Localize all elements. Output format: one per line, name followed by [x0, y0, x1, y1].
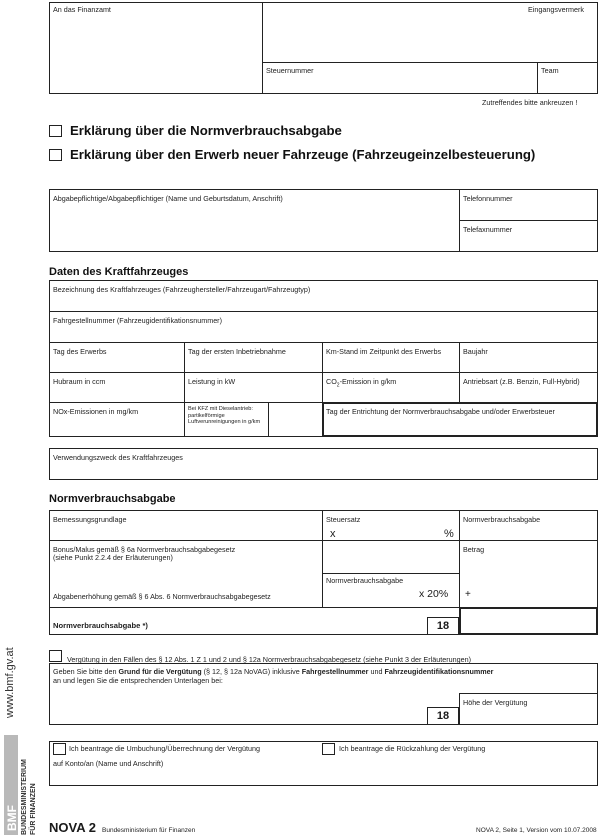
leistung-field[interactable]: [187, 388, 320, 400]
ministerium-line-1: BUNDESMINISTERIUM: [21, 759, 28, 835]
nova-total-field[interactable]: [459, 607, 598, 635]
erwerb-checkbox[interactable]: [49, 149, 62, 161]
fahrgestell-label: Fahrgestellnummer (Fahrzeugidentifikationsnummer): [53, 316, 222, 325]
verwendungszweck-label: Verwendungszweck des Kraftfahrzeuges: [53, 453, 183, 462]
title-erwerb: Erklärung über den Erwerb neuer Fahrzeuge (Fahrzeugeinzelbesteuerung): [70, 147, 536, 162]
diesel-note: Bei KFZ mit Dieselantrieb: partikelförmige Luftverunreinigungen in g/km: [188, 406, 261, 425]
erhoehung-field[interactable]: [325, 588, 415, 602]
bemessung-field[interactable]: [52, 526, 320, 538]
finanzamt-label: An das Finanzamt: [53, 5, 111, 14]
umbuchung-label: Ich beantrage die Umbuchung/Überrechnung der Vergütung: [69, 744, 260, 753]
nova-heading: Normverbrauchsabgabe: [49, 493, 176, 505]
ministerium-line-2: FÜR FINANZEN: [30, 783, 37, 835]
footer-ministry: Bundesministerium für Finanzen: [102, 827, 196, 834]
telefax-label: Telefaxnummer: [463, 225, 513, 234]
bezeichnung-field[interactable]: [52, 296, 595, 309]
baujahr-field[interactable]: [462, 358, 595, 370]
steuersatz-label: Steuersatz: [326, 515, 361, 524]
kfz-heading: Daten des Kraftfahrzeuges: [49, 266, 189, 278]
erhoehung-result-field[interactable]: [476, 588, 595, 602]
form-id: NOVA 2: [49, 820, 96, 835]
tag-erwerb-label: Tag des Erwerbs: [53, 347, 107, 356]
abgabepflichtiger-label: Abgabepflichtige/Abgabepflichtiger (Name und Geburtsdatum, Anschrift): [53, 194, 283, 203]
verguetung-checkbox[interactable]: [49, 650, 62, 662]
finanzamt-field[interactable]: [52, 16, 258, 90]
bmf-url: www.bmf.gv.at: [4, 647, 16, 718]
nova-col-label: Normverbrauchsabgabe: [463, 515, 541, 524]
nova-small-label: Normverbrauchsabgabe: [326, 576, 404, 585]
title-normverbrauch: Erklärung über die Normverbrauchsabgabe: [70, 123, 342, 138]
tag-inbetrieb-field[interactable]: [187, 358, 320, 370]
km-stand-field[interactable]: [325, 358, 457, 370]
rueckzahlung-checkbox[interactable]: [322, 743, 335, 755]
steuernummer-label: Steuernummer: [266, 66, 314, 75]
steuersatz-field[interactable]: [340, 527, 440, 539]
telefon-field[interactable]: [462, 205, 595, 218]
konto-label: auf Konto/an (Name und Anschrift): [53, 759, 164, 768]
umbuchung-checkbox[interactable]: [53, 743, 66, 755]
bezeichnung-label: Bezeichnung des Kraftfahrzeuges (Fahrzeughersteller/Fahrzeugart/Fahrzeugtyp): [53, 285, 311, 294]
bmf-logo: [4, 735, 18, 835]
x-sign: x: [330, 528, 336, 540]
fahrgestell-field[interactable]: [52, 327, 595, 340]
entrichtung-label: Tag der Entrichtung der Normverbrauchsabgabe und/oder Erwerbsteuer: [326, 407, 555, 416]
nox-label: NOx-Emissionen in mg/km: [53, 407, 139, 416]
bonus-label-2: (siehe Punkt 2.2.4 der Erläuterungen): [53, 553, 173, 562]
tag-inbetrieb-label: Tag der ersten Inbetriebnahme: [188, 347, 286, 356]
hubraum-label: Hubraum in ccm: [53, 377, 106, 386]
percent-sign: %: [444, 528, 454, 540]
x20-label: x 20%: [419, 588, 449, 600]
leistung-label: Leistung in kW: [188, 377, 236, 386]
hoehe-label: Höhe der Vergütung: [463, 698, 528, 707]
bonus-field[interactable]: [462, 556, 595, 570]
partikel-field[interactable]: [187, 424, 266, 434]
telefon-label: Telefonnummer: [463, 194, 513, 203]
bonus-label-1: Bonus/Malus gemäß § 6a Normverbrauchsabgabegesetz: [53, 545, 236, 554]
abgabepflichtiger-field[interactable]: [52, 205, 456, 249]
eingangsvermerk-label: Eingangsvermerk: [528, 5, 584, 14]
verguetung-instructions-2: an und legen Sie die entsprechenden Unterlagen bei:: [53, 676, 223, 685]
hoehe-field[interactable]: [462, 709, 595, 722]
co2-field[interactable]: [325, 388, 457, 400]
nova-amount-field[interactable]: [462, 526, 595, 538]
verwendungszweck-field[interactable]: [52, 464, 595, 477]
betrag-label: Betrag: [463, 545, 485, 554]
baujahr-label: Baujahr: [463, 347, 488, 356]
erhoehung-label: Abgabenerhöhung gemäß § 6 Abs. 6 Normverbrauchsabgabegesetz: [53, 592, 271, 601]
normverbrauch-checkbox[interactable]: [49, 125, 62, 137]
hubraum-field[interactable]: [52, 388, 182, 400]
konto-field[interactable]: [52, 770, 595, 783]
nova-code-18: 18: [427, 617, 459, 635]
co2-label: $CO_2$-Emission in g/km: [326, 377, 397, 389]
plus-sign: +: [465, 589, 471, 600]
antriebsart-field[interactable]: [462, 388, 595, 400]
ankreuzen-hint: Zutreffendes bitte ankreuzen !: [482, 98, 578, 107]
team-label: Team: [541, 66, 559, 75]
verguetung-instructions: Geben Sie bitte den Grund für die Vergütung (§ 12, § 12a NoVAG) inklusive Fahrgestellnummer und Fahrzeugidentifikationsnummer: [53, 667, 494, 676]
nova-total-label: Normverbrauchsabgabe *): [53, 621, 148, 630]
bemessung-label: Bemessungsgrundlage: [53, 515, 127, 524]
steuernummer-field[interactable]: [265, 76, 533, 92]
verguetung-code-18: 18: [427, 707, 459, 725]
rueckzahlung-label: Ich beantrage die Rückzahlung der Vergütung: [339, 744, 486, 753]
antriebsart-label: Antriebsart (z.B. Benzin, Full-Hybrid): [463, 377, 580, 386]
nox-field[interactable]: [52, 418, 182, 434]
footer-version: NOVA 2, Seite 1, Version vom 10.07.2008: [476, 827, 597, 834]
verguetung-label: Vergütung in den Fällen des § 12 Abs. 1 Z 1 und 2 und § 12a Normverbrauchsabgabegesetz (siehe Punkt 3 der Erläuterungen): [67, 655, 471, 664]
verguetung-grund-field[interactable]: [52, 688, 422, 722]
telefax-field[interactable]: [462, 236, 595, 249]
tag-erwerb-field[interactable]: [52, 358, 182, 370]
team-field[interactable]: [540, 76, 595, 92]
km-stand-label: Km-Stand im Zeitpunkt des Erwerbs: [326, 347, 442, 356]
bmf-logo-text: BMF: [5, 805, 19, 831]
